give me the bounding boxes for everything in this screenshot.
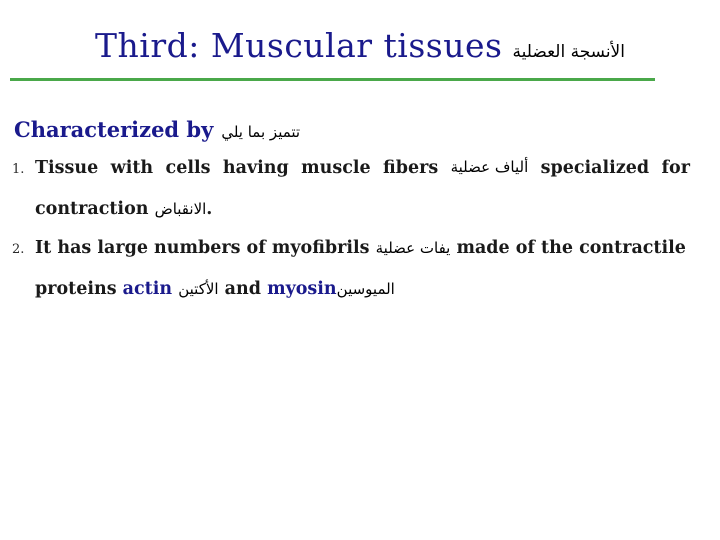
arabic-term-actin: الأكتين — [178, 280, 219, 298]
section-heading — [14, 117, 300, 142]
arabic-term-contraction: الانقباض — [154, 200, 207, 218]
list-number: 2. — [12, 242, 25, 257]
list-item-2-line-1 — [35, 238, 686, 258]
word: with — [110, 158, 154, 178]
slide-title: Third: Muscular tissues — [95, 26, 503, 65]
arabic-term-myosin: الميوسين — [336, 280, 395, 298]
word: cells — [165, 158, 211, 178]
list-item-2-line-2 — [35, 279, 395, 299]
word: specialized — [540, 158, 650, 178]
text: It has large numbers of myofibrils — [35, 238, 370, 258]
text: contraction — [35, 199, 149, 219]
title-row — [0, 26, 720, 65]
list-number: 1. — [12, 162, 25, 177]
list-item-1-line-2 — [35, 199, 212, 219]
text: made of the contractile — [456, 238, 686, 258]
word: having — [222, 158, 289, 178]
term-myosin: myosin — [267, 279, 337, 299]
slide-title-arabic: الأنسجة العضلية — [512, 42, 625, 62]
list-item-1-line-1 — [35, 158, 690, 178]
period: . — [206, 199, 213, 219]
word: muscle — [301, 158, 371, 178]
text: and — [224, 279, 261, 299]
arabic-term-muscle-fibers: ألياف عضلية — [450, 158, 529, 176]
word: fibers — [383, 158, 439, 178]
term-actin: actin — [122, 279, 173, 299]
arabic-term-myofibrils: يفات عضلية — [375, 239, 451, 257]
word: for — [661, 158, 690, 178]
word: Tissue — [35, 158, 99, 178]
heading-text: Characterized by — [14, 117, 214, 142]
text: proteins — [35, 279, 117, 299]
heading-arabic: تتميز بما يلي — [221, 123, 301, 141]
title-underline — [10, 78, 655, 81]
